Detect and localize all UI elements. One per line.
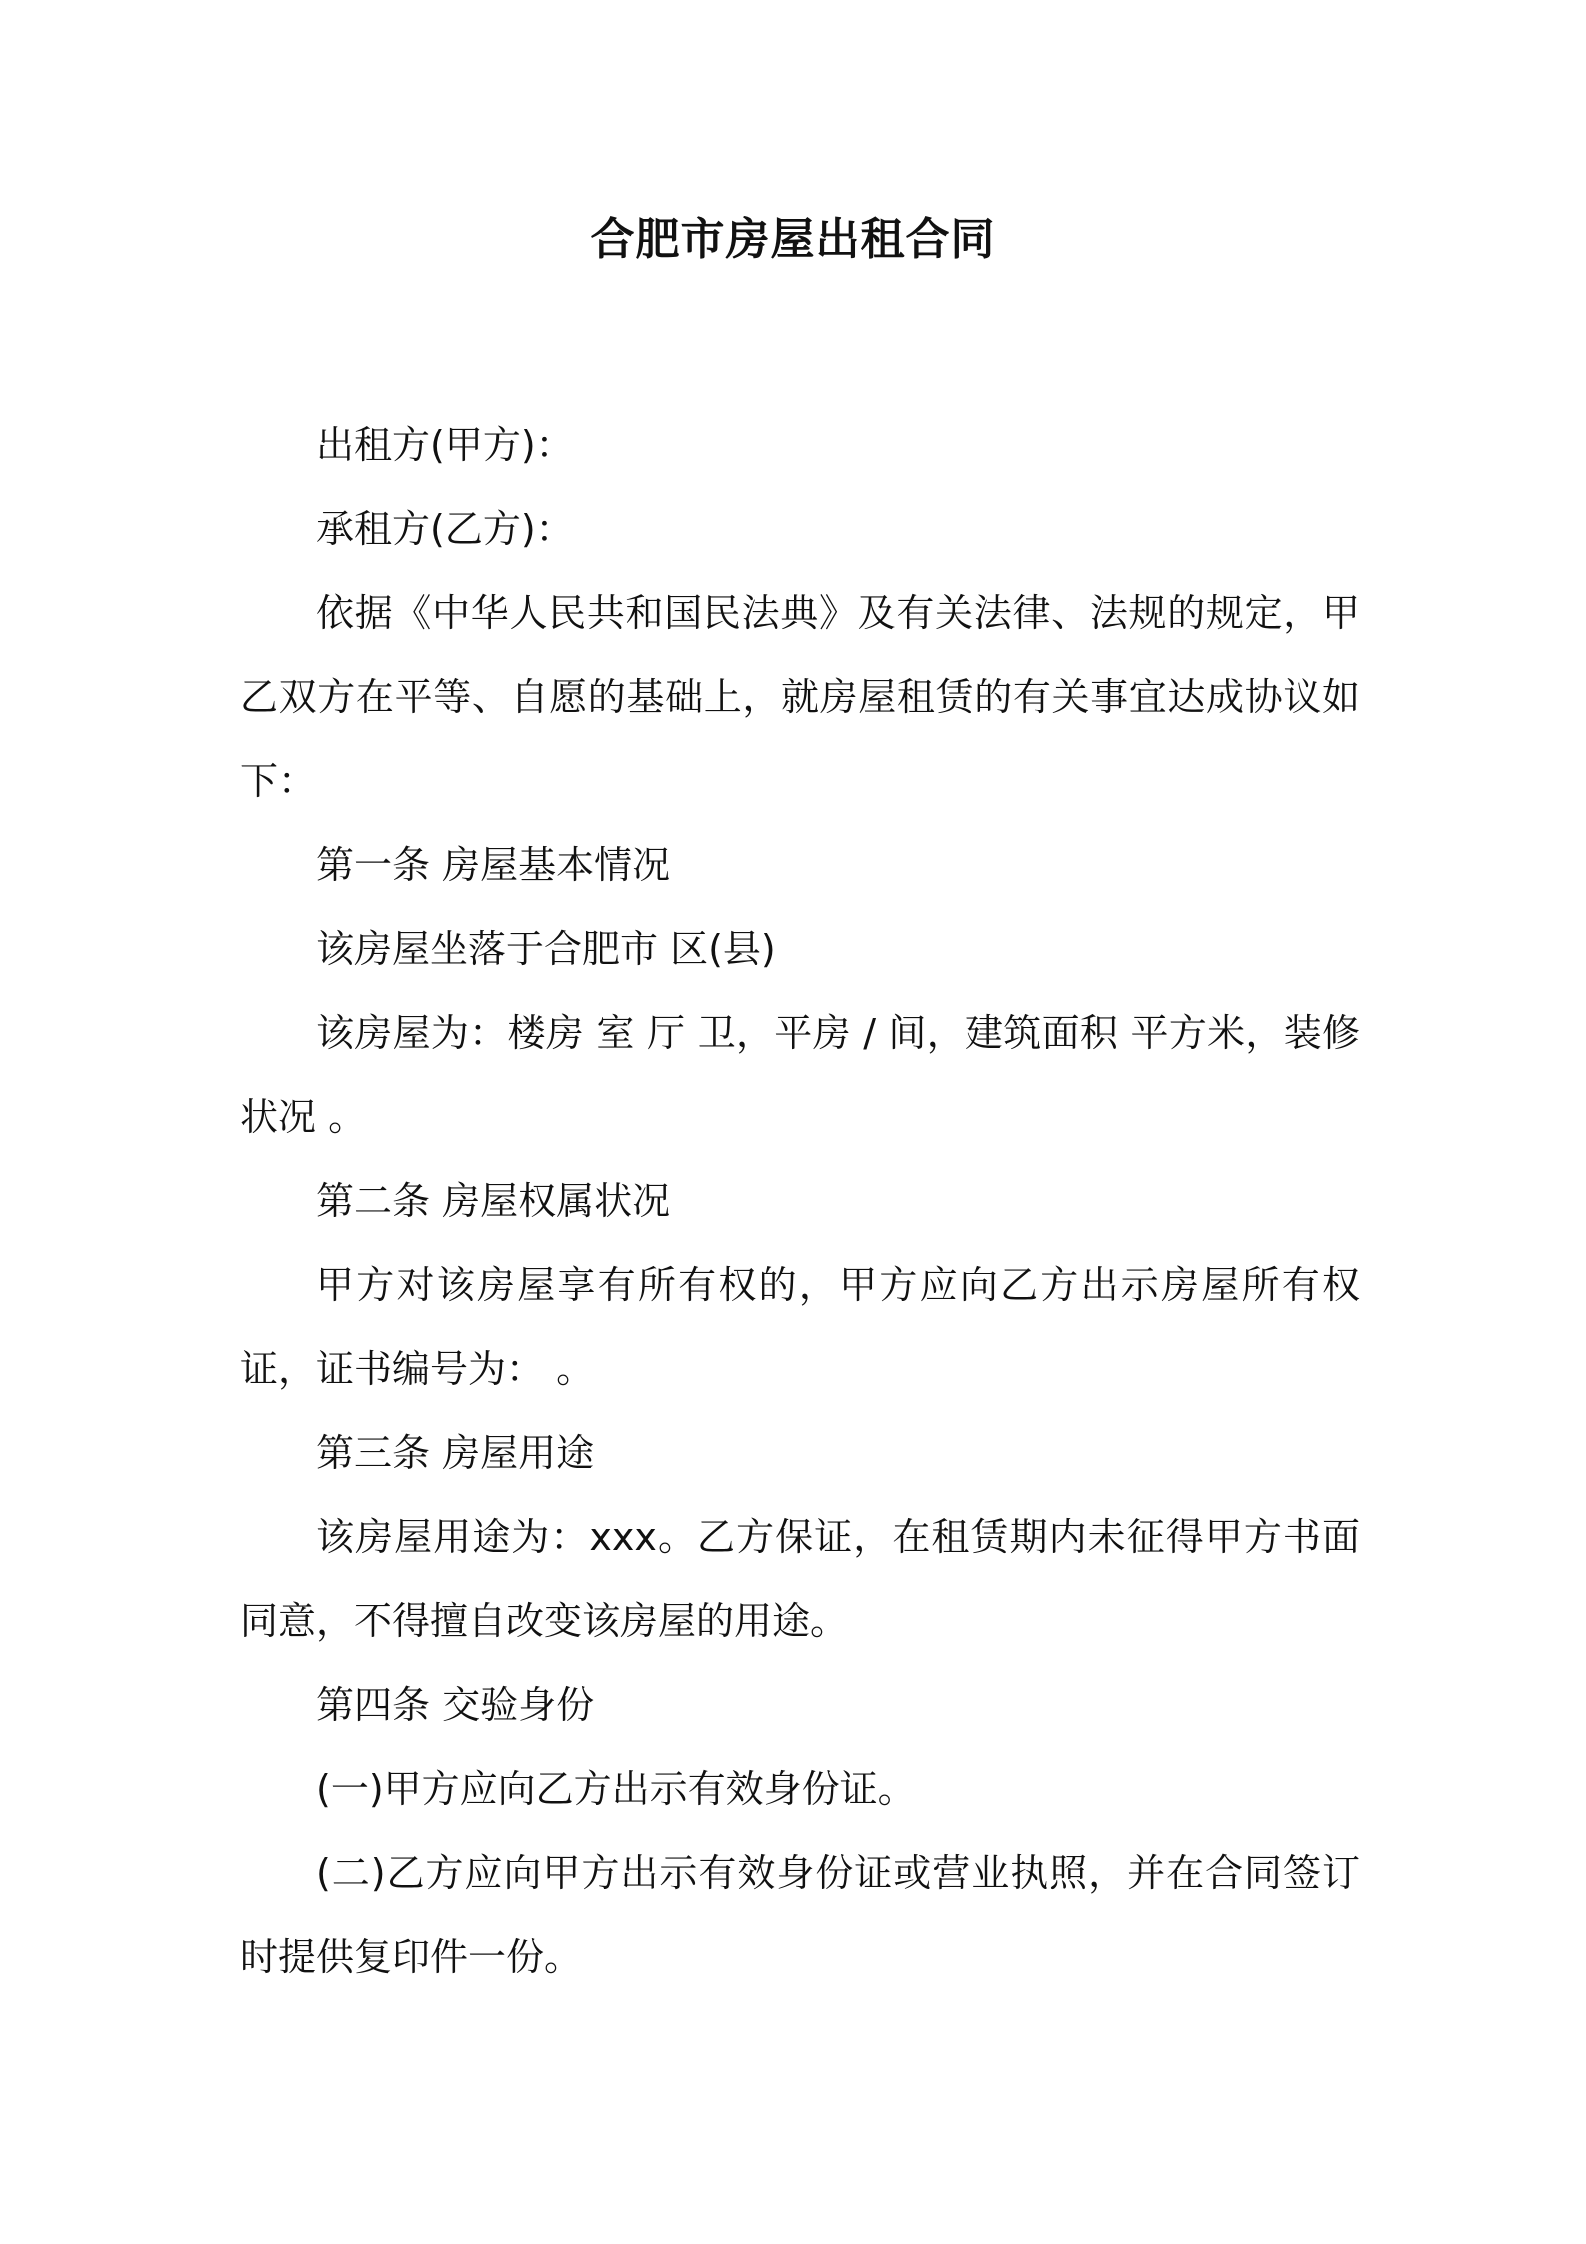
- article-1-details: 该房屋为：楼房 室 厅 卫，平房 / 间，建筑面积 平方米，装修状况 。: [240, 1011, 1360, 1139]
- article-2-heading: 第二条 房屋权属状况: [316, 1179, 671, 1223]
- article-1-heading: 第一条 房屋基本情况: [316, 843, 671, 887]
- lessee-line: 承租方(乙方)：: [316, 507, 574, 551]
- lessor-line: 出租方(甲方)：: [316, 423, 574, 467]
- article-1-location: 该房屋坐落于合肥市 区(县): [316, 927, 776, 971]
- article-3-heading: 第三条 房屋用途: [316, 1431, 595, 1475]
- document-body: [240, 403, 1360, 1999]
- article-4-item-1: (一)甲方应向乙方出示有效身份证。: [316, 1767, 916, 1811]
- article-4-heading: 第四条 交验身份: [316, 1683, 595, 1727]
- article-2-body: 甲方对该房屋享有所有权的，甲方应向乙方出示房屋所有权证，证书编号为： 。: [240, 1263, 1360, 1391]
- preamble-paragraph: 依据《中华人民共和国民法典》及有关法律、法规的规定，甲乙双方在平等、自愿的基础上，就房屋租赁的有关事宜达成协议如下：: [240, 591, 1360, 803]
- article-3-body: 该房屋用途为：xxx。乙方保证，在租赁期内未征得甲方书面同意，不得擅自改变该房屋的用途。: [240, 1515, 1360, 1643]
- article-4-item-2: (二)乙方应向甲方出示有效身份证或营业执照，并在合同签订时提供复印件一份。: [240, 1851, 1360, 1979]
- document-title: 合肥市房屋出租合同: [590, 214, 996, 265]
